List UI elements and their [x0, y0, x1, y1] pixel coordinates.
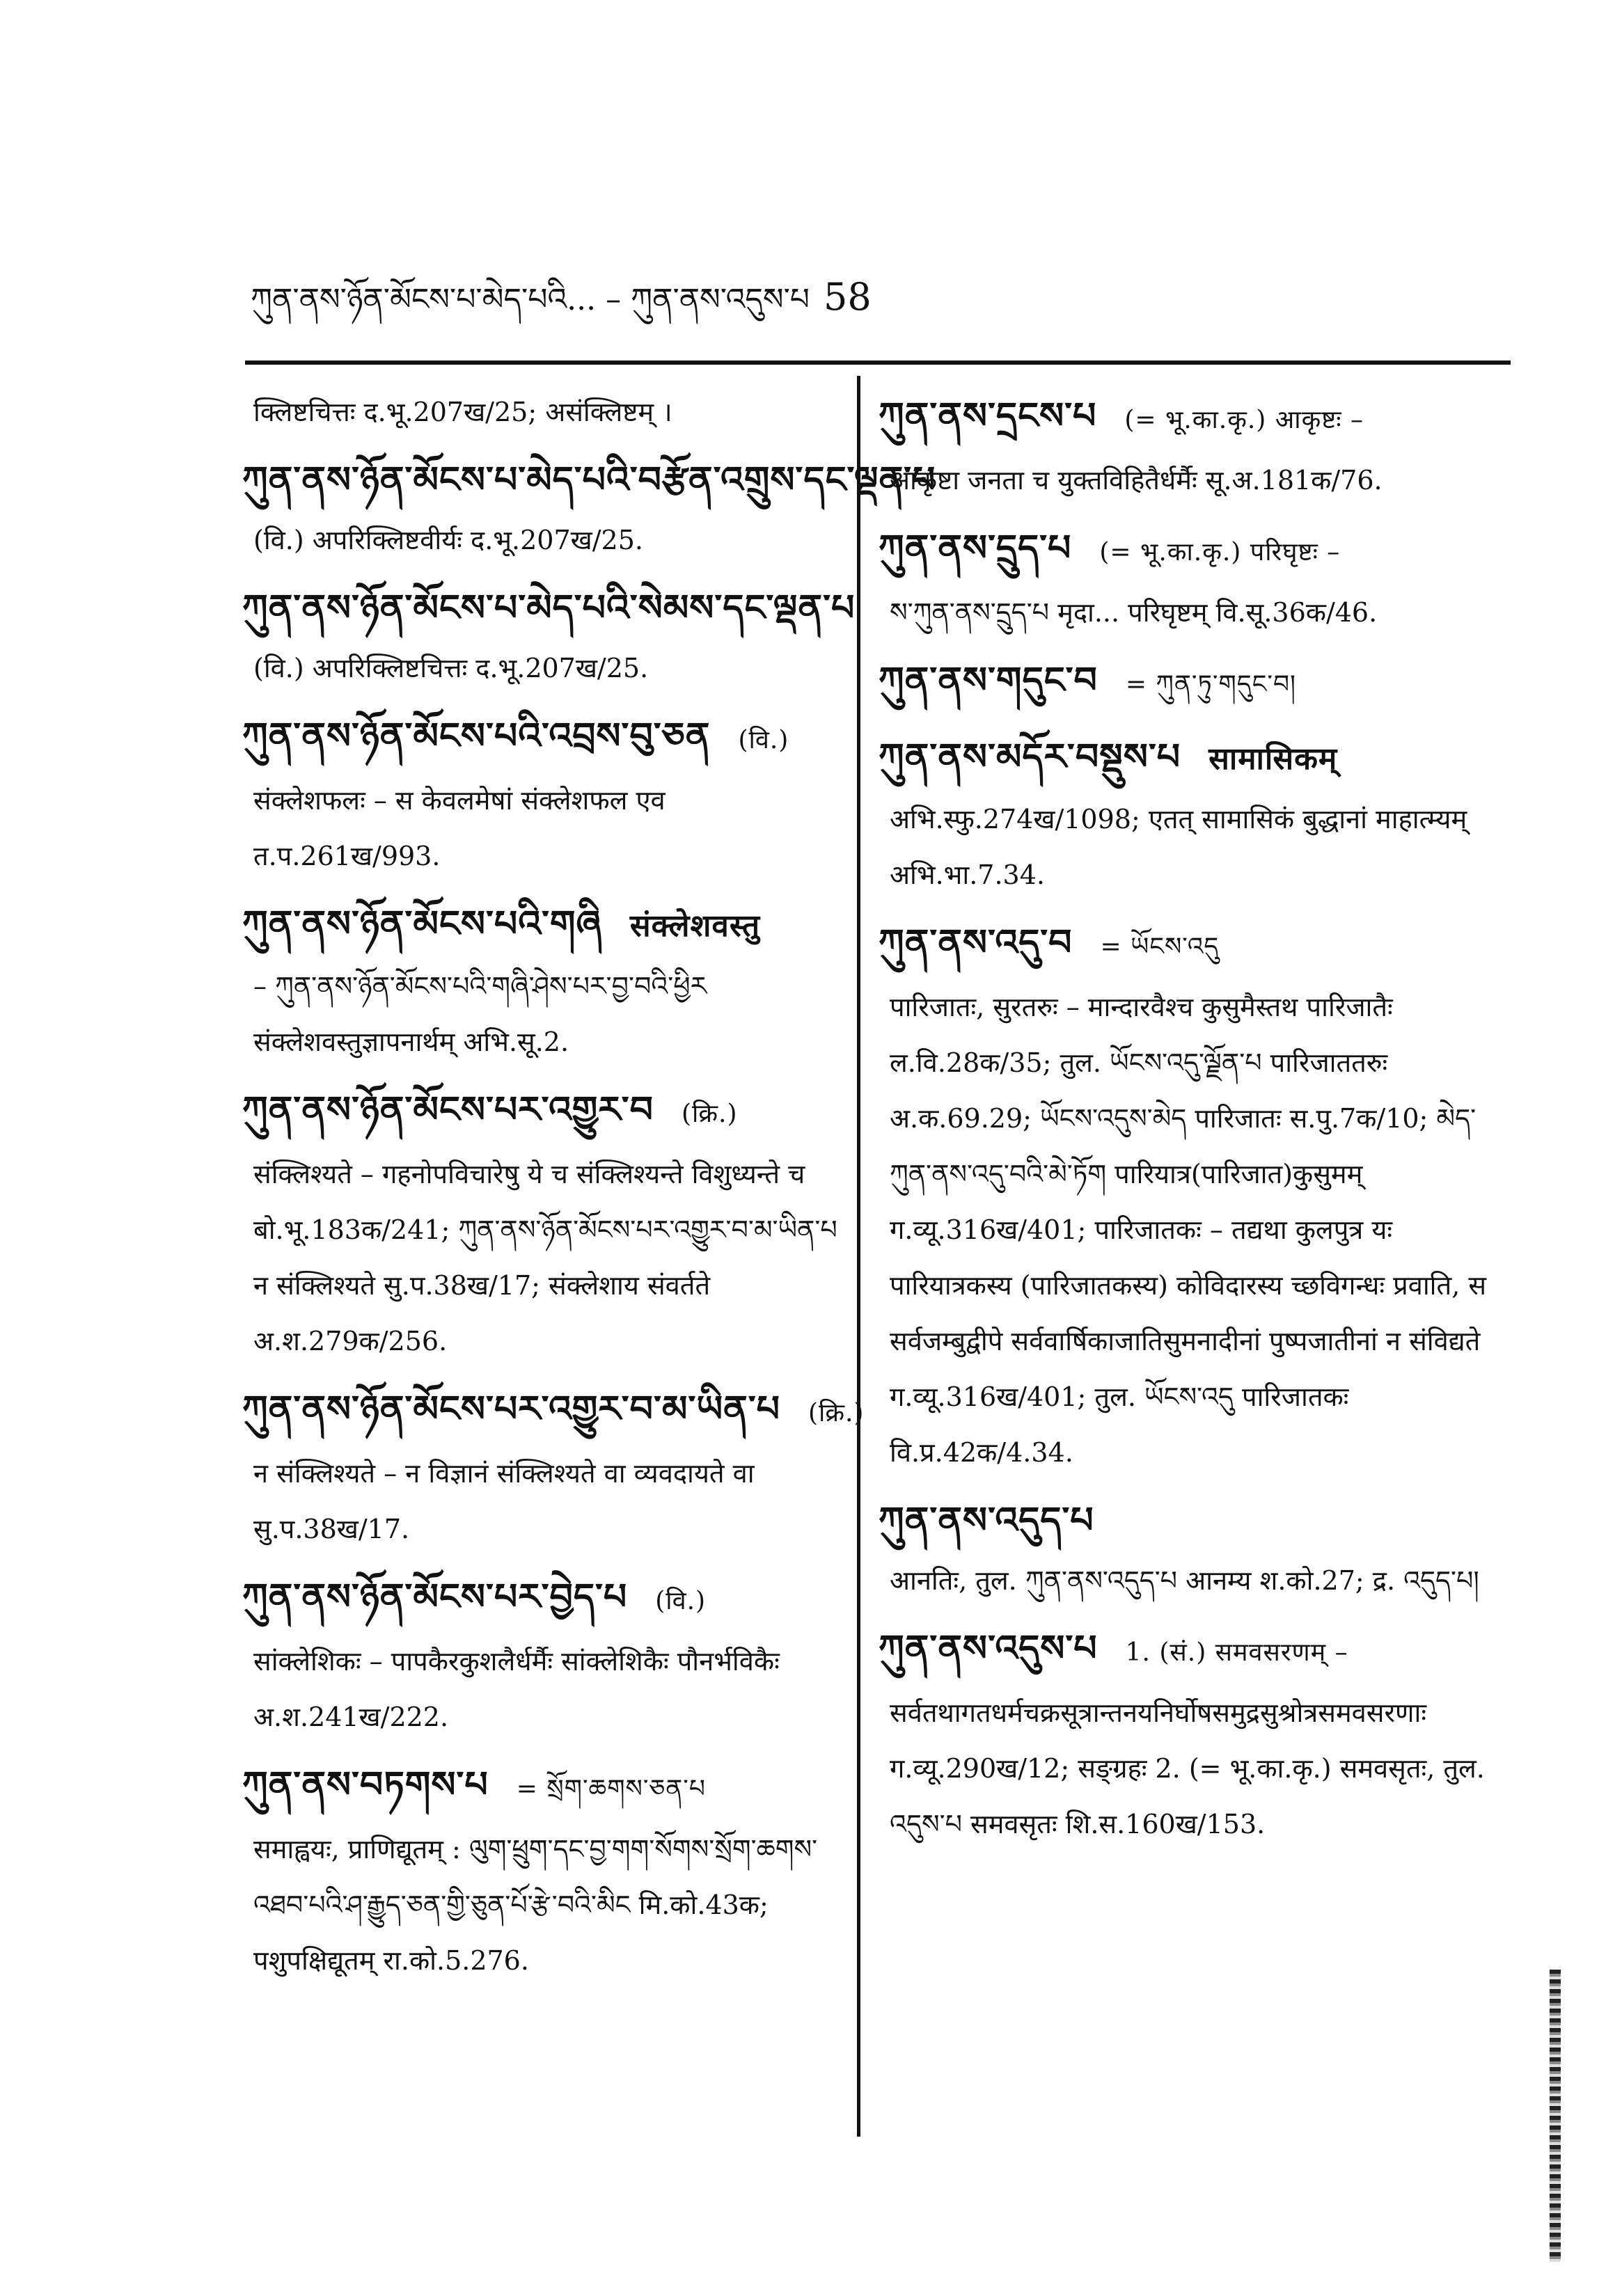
dictionary-entry [242, 576, 856, 696]
left-column [242, 384, 936, 1997]
entry-headword [879, 911, 1505, 979]
grammar-tag: 1. (सं.) समवसरणम् – [1125, 1638, 1348, 1667]
dictionary-entry [879, 725, 1505, 903]
dictionary-entry [879, 516, 1505, 640]
headword-text: ཀུན་ནས་ཉོན་མོངས་པ་མེད་པའི་བརྩོན་འགྲུས་དང་ལྡན་པ [242, 459, 936, 501]
entry-headword [879, 384, 1505, 452]
entry-text: सांक्लेशिकः – पापकैरकुशलैर्धर्मैः सांक्लेशिकैः पौनर्भविकैः अ.श.241ख/222. [253, 1646, 780, 1732]
sanskrit-equivalent: संक्लेशवस्तु [629, 908, 761, 944]
headword-text: ཀུན་ནས་ཉོན་མོངས་པར་འགྱུར་བ་མ་ཡིན་པ [242, 1388, 780, 1430]
entry-text: न संक्लिश्यते – न विज्ञानं संक्लिश्यते वा व्यवदायते वा सु.प.38ख/17. [253, 1458, 755, 1544]
headword-text: ཀུན་ནས་དྲངས་པ [879, 395, 1097, 437]
page-number: 58 [824, 275, 872, 319]
entry-text: अभि.स्फु.274ख/1098; एतत् सामासिकं बुद्धानां माहात्म्यम् अभि.भा.7.34. [890, 804, 1467, 890]
entry-text: सर्वतथागतधर्मचक्रसूत्रान्तनयनिर्घोषसमुद्रसुश्रोत्रसमवसरणाः ग.व्यू.290ख/12; सङ्ग्रहः 2. (= भू.का.कृ.) समवसृतः, तुल. འདུས་པ समवसृतः शि.स.160ख/153. [890, 1697, 1485, 1839]
headword-text: ཀུན་ནས་དྲུད་པ [879, 527, 1072, 569]
entry-headword [242, 1753, 841, 1821]
grammar-tag: (क्रि.) [681, 1100, 738, 1128]
header-rule [245, 361, 1511, 365]
grammar-tag: (= भू.का.कृ.) आकृष्टः – [1124, 406, 1364, 434]
headword-text: ཀུན་ནས་ཉོན་མོངས་པར་འགྱུར་བ [242, 1088, 654, 1131]
entry-headword [242, 448, 936, 512]
headword-text: ཀུན་ནས་ཉོན་མོངས་པ་མེད་པའི་སེམས་དང་ལྡན་པ [242, 587, 856, 629]
entry-text: – ཀུན་ནས་ཉོན་མོངས་པའི་གཞི་ཤེས་པར་བྱ་བའི་ཕྱིར संक्लेशवस्तुज्ञापनार्थम् अभि.सू.2. [253, 971, 707, 1057]
entry-text: पारिजातः, सुरतरुः – मान्दारवैश्च कुसुमैस्तथ पारिजातैः ल.वि.28क/35; तुल. ཡོངས་འདུ་ལྗོན་པ पारिजाततरुः अ.क.69.29; ཡོངས་འདུས་མེད पारिजातः स.पु.7क/10; མེད་ཀུན་ནས་འདུ་བའི་མེ་ཏོག पारियात्र(पारिजात)कुसुमम् ग.व्यू.316ख/401; पारिजातकः – तद्यथा कुलपुत्र यः पारियात्रकस्य (पारिजातकस्य) कोविदारस्य च्छविगन्धः प्रवाति, स सर्वजम्बुद्वीपे सर्ववार्षिकाजातिसुमनादीनां पुष्पजातीनां न संविद्यते ग.व्यू.316ख/401; तुल. ཡོངས་འདུ पारिजातकः वि.प्र.42क/4.34. [890, 992, 1487, 1468]
grammar-tag: (वि.) [738, 726, 789, 754]
grammar-tag: (क्रि.) [808, 1399, 865, 1427]
dictionary-entry [242, 448, 936, 568]
dictionary-entry [242, 1565, 841, 1745]
dictionary-entry [879, 384, 1505, 508]
entry-text: क्लिष्टचित्तः द.भू.207ख/25; असंक्लिष्टम् । [253, 397, 672, 427]
entry-headword [242, 704, 841, 773]
dictionary-entry [242, 384, 841, 440]
running-head-separator: – [606, 282, 622, 317]
entry-headword [879, 649, 1505, 717]
running-head-left: ཀུན་ནས་ཉོན་མོངས་པ་མེད་པའི... [251, 282, 597, 317]
column-divider [857, 376, 860, 2137]
entry-headword [879, 516, 1505, 585]
entry-headword [242, 576, 856, 640]
dictionary-entry [879, 1489, 1505, 1608]
headword-text: ཀུན་ནས་འདུ་བ [879, 921, 1073, 964]
running-head [251, 273, 1364, 322]
headword-text: ཀུན་ནས་གདུང་བ [879, 659, 1098, 702]
cross-reference: = ཀུན་ཏུ་གདུང་བ། [1125, 670, 1297, 699]
entry-headword [879, 1489, 1505, 1553]
entry-headword [242, 1078, 841, 1146]
entry-text: संक्लिश्यते – गहनोपविचारेषु ये च संक्लिश्यन्ते विशुध्यन्ते च बो.भू.183क/241; ཀུན་ནས་ཉོན་མོངས་པར་འགྱུར་བ་མ་ཡིན་པ न संक्लिश्यते सु.प.38ख/17; संक्लेशाय संवर्तते अ.श.279क/256. [253, 1159, 837, 1356]
grammar-tag: = སྲོག་ཆགས་ཅན་པ [516, 1775, 706, 1803]
dictionary-entry [242, 1078, 841, 1369]
headword-text: ཀུན་ནས་ཉོན་མོངས་པའི་གཞི [242, 903, 602, 945]
headword-text: ཀུན་ནས་འདུད་པ [879, 1499, 1094, 1542]
grammar-tag: (वि.) [655, 1587, 707, 1615]
dictionary-entry [242, 704, 841, 884]
right-column [879, 384, 1505, 1860]
dictionary-entry [242, 1377, 865, 1557]
headword-text: ཀུན་ནས་བཏགས་པ [242, 1764, 489, 1806]
entry-text: आकृष्टा जनता च युक्तविहितैर्धर्मैः सू.अ.181क/76. [890, 465, 1383, 496]
grammar-tag: (= भू.का.कृ.) परिघृष्टः – [1099, 538, 1341, 567]
headword-text: ཀུན་ནས་ཉོན་མོངས་པའི་འབྲས་བུ་ཅན [242, 715, 711, 757]
entry-headword [242, 892, 841, 958]
sanskrit-equivalent: सामासिकम् [1208, 741, 1338, 777]
dictionary-entry [879, 911, 1505, 1480]
running-head-right: ཀུན་ནས་འདུས་པ [631, 282, 810, 317]
entry-text: (वि.) अपरिक्लिष्टचित्तः द.भू.207ख/25. [253, 653, 649, 683]
entry-text: (वि.) अपरिक्लिष्टवीर्यः द.भू.207ख/25. [253, 525, 643, 555]
dictionary-entry [242, 892, 841, 1070]
headword-text: ཀུན་ནས་འདུས་པ [879, 1627, 1098, 1670]
entry-headword [242, 1565, 841, 1633]
cross-reference: = ཡོངས་འདུ [1100, 933, 1220, 961]
dictionary-entry [879, 1617, 1505, 1852]
entry-headword [879, 1617, 1505, 1685]
entry-text: समाह्वयः, प्राणिद्यूतम् : ལུག་ཕྲུག་དང་བྱ་གག་སོགས་སྲོག་ཆགས་འཐབ་པའི་ཤ་རྒྱུད་ཅན་གྱི་ཅུན་པོ་རྩེ་བའི་མིང मि.को.43क; पशुपक्षिद्यूतम् रा.को.5.276. [253, 1834, 818, 1976]
entry-headword [879, 725, 1505, 791]
entry-text: संक्लेशफलः – स केवलमेषां संक्लेशफल एव त.प.261ख/993. [253, 785, 666, 871]
entry-text: ས་ཀུན་ནས་དྲུད་པ मृदा... परिघृष्टम् वि.सू.36क/46. [890, 597, 1378, 628]
headword-text: ཀུན་ནས་མདོར་བསྡུས་པ [879, 736, 1181, 778]
entry-text: आनतिः, तुल. ཀུན་ནས་འདུད་པ आनम्य श.को.27; द्र. འདུད་པ། [890, 1565, 1479, 1596]
entry-headword [242, 1377, 865, 1446]
dictionary-entry [242, 1753, 841, 1988]
scan-edge-artifact [1550, 1970, 1561, 2262]
dictionary-entry [879, 649, 1505, 717]
headword-text: ཀུན་ནས་ཉོན་མོངས་པར་བྱེད་པ [242, 1576, 628, 1618]
